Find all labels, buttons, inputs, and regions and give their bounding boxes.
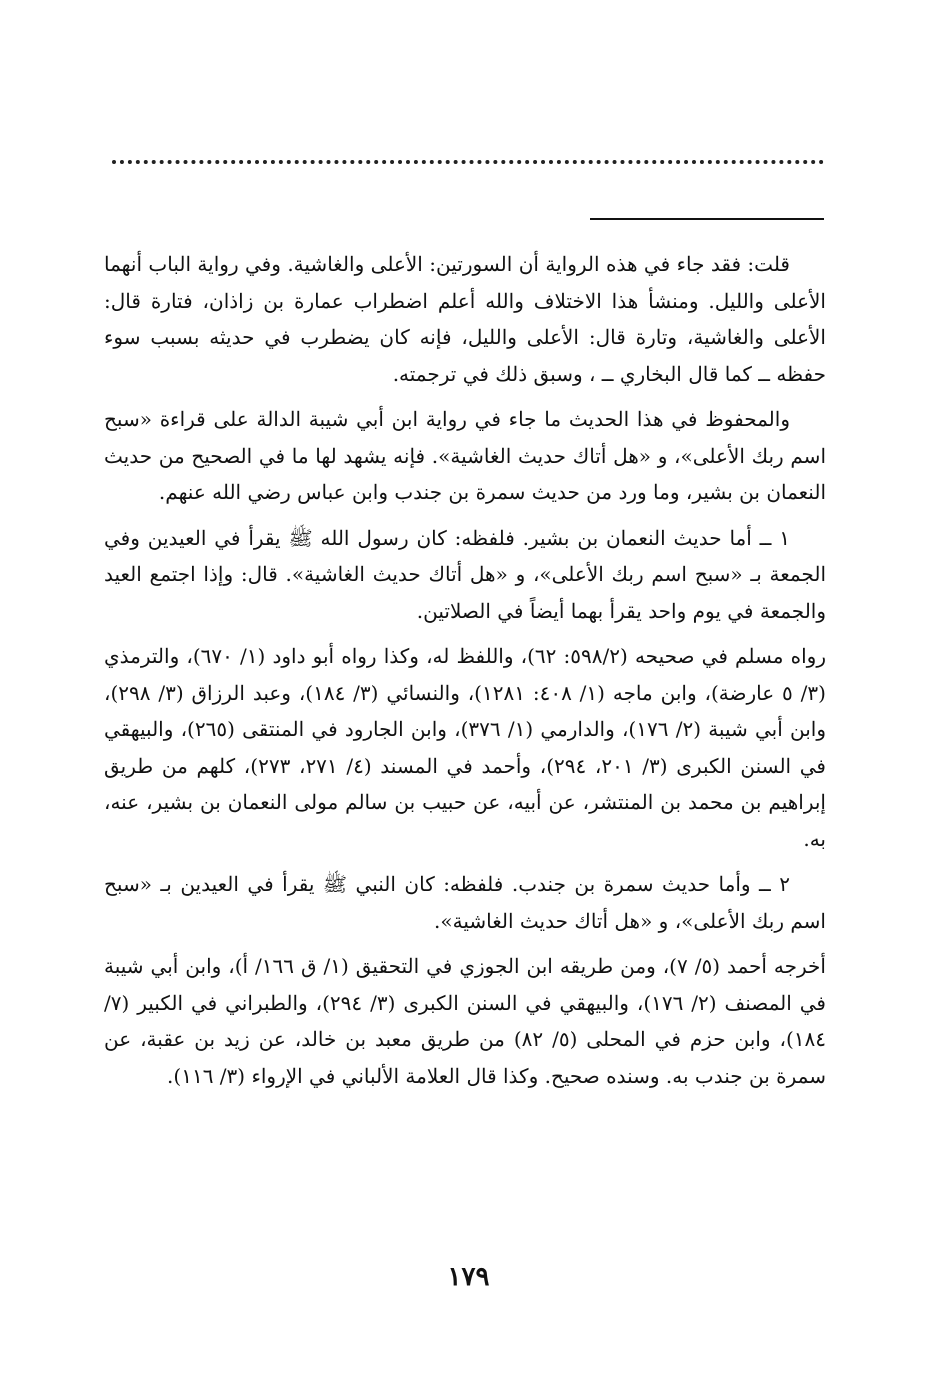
page-body-text — [104, 246, 826, 1103]
paragraph-samura-hadith: ٢ ــ وأما حديث سمرة بن جندب. فلفظه: كان النبي ﷺ يقرأ في العيدين بـ «سبح اسم ربك الأعلى»، و «هل أتاك حديث الغاشية». — [104, 872, 826, 933]
paragraph-numan-sources: رواه مسلم في صحيحه (٥٩٨/٢: ٦٢)، واللفظ له، وكذا رواه أبو داود (١/ ٦٧٠)، والترمذي (٣/ ٥ عارضة)، وابن ماجه (١/ ٤٠٨: ١٢٨١)، والنسائي (٣/ ١٨٤)، وعبد الرزاق (٣/ ٢٩٨)، وابن أبي شيبة (٢/ ١٧٦)، والدارمي (١/ ٣٧٦)، وابن الجارود في المنتقى (٢٦٥)، والبيهقي في السنن الكبرى (٣/ ٢٠١، ٢٩٤)، وأحمد في المسند (٤/ ٢٧١، ٢٧٣)، كلهم من طريق إبراهيم بن محمد بن المنتشر، عن أبيه، عن حبيب بن سالم مولى النعمان بن بشير، عنه، به. — [104, 644, 826, 851]
paragraph-discrepancy-note: قلت: فقد جاء في هذه الرواية أن السورتين: الأعلى والغاشية. وفي رواية الباب أنهما الأعلى والليل. ومنشأ هذا الاختلاف والله أعلم اضطراب عمارة بن زاذان، فتارة قال: الأعلى والغاشية، وتارة قال: الأعلى والليل، فإنه كان يضطرب في حديثه بسبب سوء حفظه ــ كما قال البخاري ــ ، وسبق ذلك في ترجمته. — [104, 252, 826, 386]
footnote-separator-line — [590, 218, 824, 220]
paragraph-samura-sources: أخرجه أحمد (٥/ ٧)، ومن طريقه ابن الجوزي في التحقيق (١/ ق ١٦٦/ أ)، وابن أبي شيبة في المصنف (٢/ ١٧٦)، والبيهقي في السنن الكبرى (٣/ ٢٩٤)، والطبراني في الكبير (٧/ ١٨٤)، وابن حزم في المحلى (٥/ ٨٢) من طريق معبد بن خالد، عن زيد بن عقبة، عن سمرة بن جندب به. وسنده صحيح. وكذا قال العلامة الألباني في الإرواء (٣/ ١١٦). — [104, 954, 826, 1088]
paragraph-preserved-narration: والمحفوظ في هذا الحديث ما جاء في رواية ابن أبي شيبة الدالة على قراءة «سبح اسم ربك الأعلى»، و «هل أتاك حديث الغاشية». فإنه يشهد لها ما في الصحيح من حديث النعمان بن بشير، وما ورد من حديث سمرة بن جندب وابن عباس رضي الله عنهم. — [104, 407, 826, 504]
page-number: ١٧٩ — [447, 1262, 490, 1292]
header-dotted-separator — [112, 160, 824, 164]
paragraph-numan-hadith: ١ ــ أما حديث النعمان بن بشير. فلفظه: كان رسول الله ﷺ يقرأ في العيدين وفي الجمعة بـ «سبح اسم ربك الأعلى»، و «هل أتاك حديث الغاشية». قال: وإذا اجتمع العيد والجمعة في يوم واحد يقرأ بهما أيضاً في الصلاتين. — [104, 525, 826, 623]
